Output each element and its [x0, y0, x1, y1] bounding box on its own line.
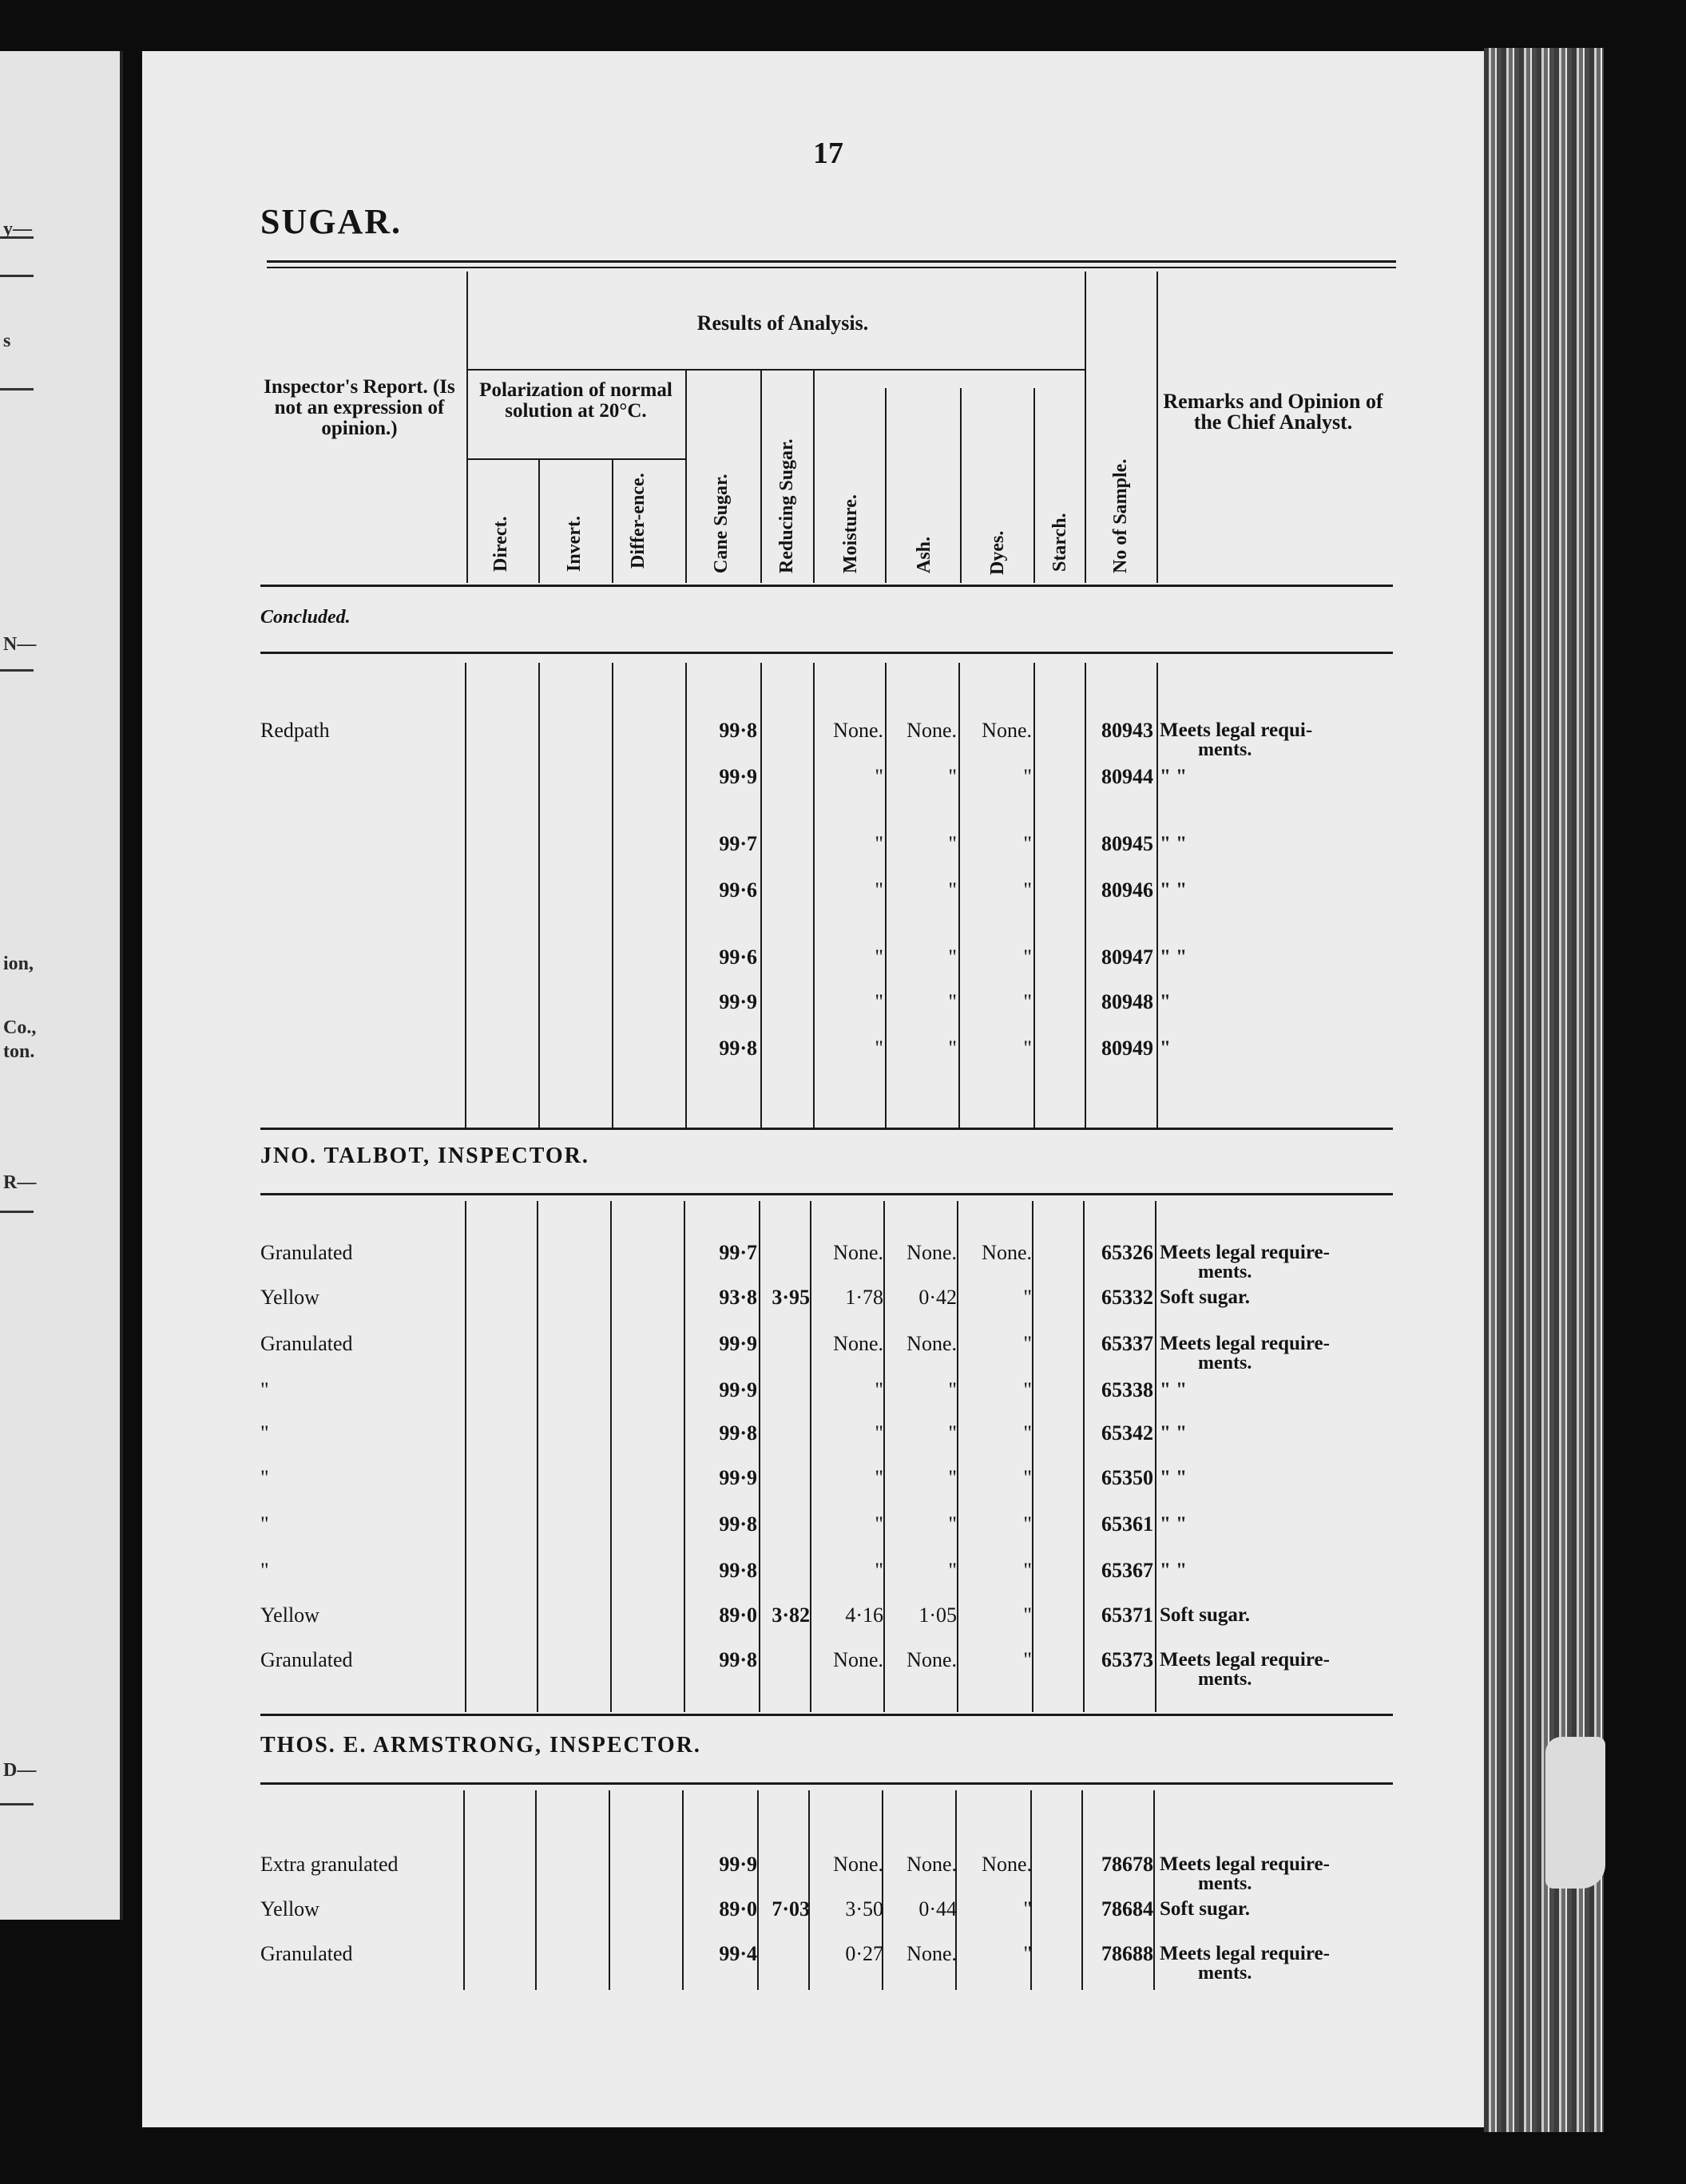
reducing-sugar-cell: 7·03 — [772, 1897, 810, 1920]
col-border — [612, 458, 613, 583]
dyes-cell: " — [1023, 1421, 1032, 1445]
header-moisture: Moisture. — [840, 494, 861, 573]
dyes-cell: " — [1023, 1942, 1032, 1965]
cane-sugar-cell: 89·0 — [719, 1603, 757, 1627]
sample-number-cell: 78684 — [1101, 1897, 1153, 1920]
report-cell: " — [260, 1421, 269, 1445]
sample-number-cell: 80948 — [1101, 990, 1153, 1013]
sample-number-cell: 65361 — [1101, 1512, 1153, 1536]
ash-cell: None. — [906, 1648, 957, 1671]
remark-cell: Meets legal require- — [1160, 1943, 1330, 1964]
remark-cell: " " — [1160, 879, 1188, 901]
moisture-cell: " — [875, 1559, 883, 1582]
sample-number-cell: 78688 — [1101, 1942, 1153, 1965]
col-border — [1085, 272, 1086, 583]
sample-number-cell: 65332 — [1101, 1286, 1153, 1309]
left-rule — [0, 388, 34, 390]
col-border — [1081, 1790, 1083, 1990]
report-cell: " — [260, 1559, 269, 1582]
dyes-cell: " — [1023, 990, 1032, 1013]
remark-cell: Soft sugar. — [1160, 1898, 1250, 1920]
col-border — [538, 663, 540, 1128]
moisture-cell: " — [875, 765, 883, 788]
remark-cell: " — [1160, 991, 1171, 1013]
ash-cell: " — [948, 1559, 957, 1582]
cane-sugar-cell: 99·8 — [719, 1648, 757, 1671]
ash-cell: None. — [906, 1241, 957, 1264]
dyes-cell: " — [1023, 1378, 1032, 1401]
dyes-cell: None. — [982, 1853, 1032, 1876]
moisture-cell: None. — [833, 719, 883, 742]
col-border — [609, 1790, 610, 1990]
section-rule — [260, 1714, 1393, 1716]
reducing-sugar-cell: 3·95 — [772, 1286, 810, 1309]
cane-sugar-cell: 99·9 — [719, 1466, 757, 1489]
section-rule — [260, 1782, 1393, 1785]
dyes-cell: " — [1023, 1286, 1032, 1309]
header-starch: Starch. — [1049, 513, 1070, 572]
dyes-cell: " — [1023, 832, 1032, 855]
dyes-cell: " — [1023, 1332, 1032, 1355]
col-border — [810, 1201, 811, 1712]
left-fragment: y— — [3, 219, 32, 240]
col-border — [538, 458, 540, 583]
report-cell: Yellow — [260, 1286, 319, 1309]
moisture-cell: 4·16 — [845, 1603, 883, 1627]
col-border — [760, 369, 762, 583]
ash-cell: " — [948, 832, 957, 855]
col-border — [465, 663, 466, 1128]
report-cell: Redpath — [260, 719, 330, 742]
cane-sugar-cell: 99·7 — [719, 832, 757, 855]
remark-cell: " " — [1160, 1513, 1188, 1535]
ash-cell: 0·44 — [918, 1897, 957, 1920]
col-border — [957, 1201, 958, 1712]
left-fragment: R— — [3, 1172, 37, 1193]
remark-cell: Soft sugar. — [1160, 1604, 1250, 1626]
left-rule — [0, 1803, 34, 1805]
ash-cell: " — [948, 1466, 957, 1489]
header-reducing-sugar: Reducing Sugar. — [776, 438, 797, 573]
header-difference: Differ-ence. — [628, 473, 649, 569]
moisture-cell: " — [875, 1378, 883, 1401]
dyes-cell: " — [1023, 765, 1032, 788]
moisture-cell: " — [875, 990, 883, 1013]
report-cell: Granulated — [260, 1942, 353, 1965]
report-cell: Granulated — [260, 1648, 353, 1671]
ash-cell: 0·42 — [918, 1286, 957, 1309]
dyes-cell: " — [1023, 1559, 1032, 1582]
binding-tear — [1545, 1737, 1605, 1889]
col-border — [612, 663, 613, 1128]
col-border — [1156, 272, 1158, 583]
ash-cell: " — [948, 945, 957, 969]
col-border — [813, 369, 815, 583]
header-dyes: Dyes. — [987, 530, 1008, 575]
moisture-cell: 0·27 — [845, 1942, 883, 1965]
cane-sugar-cell: 99·9 — [719, 1332, 757, 1355]
header-bottom-rule — [260, 585, 1393, 587]
section-rule — [260, 652, 1393, 654]
remark-cell: " " — [1160, 1560, 1188, 1581]
ash-cell: None. — [906, 1942, 957, 1965]
header-invert: Invert. — [564, 516, 585, 572]
remark-cont-cell: ments. — [1198, 1963, 1252, 1984]
col-border — [463, 1790, 465, 1990]
cane-sugar-cell: 99·7 — [719, 1241, 757, 1264]
col-border — [885, 388, 887, 583]
sample-number-cell: 80946 — [1101, 878, 1153, 902]
col-border — [684, 1201, 685, 1712]
section-heading-talbot: JNO. TALBOT, INSPECTOR. — [260, 1144, 589, 1168]
report-cell: Yellow — [260, 1897, 319, 1920]
sample-number-cell: 65371 — [1101, 1603, 1153, 1627]
remark-cont-cell: ments. — [1198, 739, 1252, 760]
left-fragment: Co., — [3, 1017, 37, 1038]
moisture-cell: None. — [833, 1853, 883, 1876]
sample-number-cell: 65373 — [1101, 1648, 1153, 1671]
col-border — [759, 1201, 760, 1712]
sample-number-cell: 80947 — [1101, 945, 1153, 969]
moisture-cell: 1·78 — [845, 1286, 883, 1309]
cane-sugar-cell: 99·8 — [719, 1037, 757, 1060]
header-cane-sugar: Cane Sugar. — [711, 474, 732, 573]
moisture-cell: " — [875, 1421, 883, 1445]
col-border — [466, 272, 468, 583]
col-border — [1083, 1201, 1085, 1712]
remark-cell: " " — [1160, 1467, 1188, 1488]
left-fragment: ton. — [3, 1041, 35, 1062]
dyes-cell: None. — [982, 719, 1032, 742]
remark-cont-cell: ments. — [1198, 1873, 1252, 1894]
ash-cell: " — [948, 1421, 957, 1445]
remark-cell: " " — [1160, 833, 1188, 854]
ash-cell: " — [948, 990, 957, 1013]
col-border — [1033, 663, 1035, 1128]
remark-cell: " — [1160, 1037, 1171, 1059]
cane-sugar-cell: 93·8 — [719, 1286, 757, 1309]
ash-cell: None. — [906, 1853, 957, 1876]
sample-number-cell: 80945 — [1101, 832, 1153, 855]
remark-cell: Meets legal require- — [1160, 1333, 1330, 1354]
results-rule — [466, 369, 1085, 371]
section-rule — [260, 1128, 1393, 1130]
moisture-cell: " — [875, 878, 883, 902]
remark-cell: " " — [1160, 946, 1188, 968]
moisture-cell: " — [875, 1466, 883, 1489]
remark-cont-cell: ments. — [1198, 1262, 1252, 1282]
left-rule — [0, 1211, 34, 1213]
left-fragment: s — [3, 331, 11, 351]
cane-sugar-cell: 99·8 — [719, 1421, 757, 1445]
header-remarks: Remarks and Opinion of the Chief Analyst. — [1163, 390, 1383, 434]
sample-number-cell: 80949 — [1101, 1037, 1153, 1060]
col-border — [685, 369, 687, 583]
cane-sugar-cell: 99·9 — [719, 1853, 757, 1876]
sample-number-cell: 80943 — [1101, 719, 1153, 742]
report-cell: " — [260, 1466, 269, 1489]
ash-cell: " — [948, 1037, 957, 1060]
cane-sugar-cell: 99·6 — [719, 878, 757, 902]
ash-cell: " — [948, 765, 957, 788]
left-page-edge — [0, 51, 123, 1920]
dyes-cell: None. — [982, 1241, 1032, 1264]
ash-cell: None. — [906, 719, 957, 742]
report-cell: Yellow — [260, 1603, 319, 1627]
sample-number-cell: 65350 — [1101, 1466, 1153, 1489]
sample-number-cell: 65367 — [1101, 1559, 1153, 1582]
col-border — [1033, 388, 1035, 583]
page-number: 17 — [813, 137, 843, 170]
header-ash: Ash. — [914, 536, 934, 573]
sample-number-cell: 80944 — [1101, 765, 1153, 788]
moisture-cell: " — [875, 1037, 883, 1060]
moisture-cell: None. — [833, 1648, 883, 1671]
header-top-rule — [267, 260, 1396, 263]
remark-cell: Meets legal require- — [1160, 1649, 1330, 1671]
remark-cell: " " — [1160, 1379, 1188, 1401]
dyes-cell: " — [1023, 1648, 1032, 1671]
col-border — [535, 1790, 537, 1990]
reducing-sugar-cell: 3·82 — [772, 1603, 810, 1627]
header-polarization: Polarization of normal solution at 20°C. — [479, 379, 672, 422]
ash-cell: None. — [906, 1332, 957, 1355]
ash-cell: 1·05 — [918, 1603, 957, 1627]
cane-sugar-cell: 99·4 — [719, 1942, 757, 1965]
header-top-rule — [267, 267, 1396, 268]
col-border — [960, 388, 962, 583]
cane-sugar-cell: 99·9 — [719, 1378, 757, 1401]
report-cell: Granulated — [260, 1332, 353, 1355]
header-results: Results of Analysis. — [696, 311, 869, 335]
ash-cell: " — [948, 1378, 957, 1401]
col-border — [610, 1201, 612, 1712]
moisture-cell: " — [875, 945, 883, 969]
col-border — [883, 1201, 885, 1712]
remark-cell: Meets legal require- — [1160, 1242, 1330, 1263]
moisture-cell: None. — [833, 1332, 883, 1355]
ash-cell: " — [948, 1512, 957, 1536]
moisture-cell: 3·50 — [845, 1897, 883, 1920]
col-border — [682, 1790, 684, 1990]
left-rule — [0, 275, 34, 277]
left-rule — [0, 669, 34, 672]
dyes-cell: " — [1023, 878, 1032, 902]
header-direct: Direct. — [490, 516, 511, 572]
moisture-cell: " — [875, 1512, 883, 1536]
cane-sugar-cell: 99·9 — [719, 990, 757, 1013]
cane-sugar-cell: 89·0 — [719, 1897, 757, 1920]
polarization-rule — [466, 458, 685, 460]
page-title: SUGAR. — [260, 202, 403, 241]
col-border — [1156, 663, 1158, 1128]
cane-sugar-cell: 99·8 — [719, 1559, 757, 1582]
col-border — [760, 663, 762, 1128]
left-fragment: ion, — [3, 953, 34, 974]
header-inspector-report: Inspector's Report. (Is not an expression of opinion.) — [264, 376, 455, 439]
sample-number-cell: 65342 — [1101, 1421, 1153, 1445]
dyes-cell: " — [1023, 1603, 1032, 1627]
remark-cell: " " — [1160, 766, 1188, 787]
dyes-cell: " — [1023, 1512, 1032, 1536]
left-fragment: D— — [3, 1760, 37, 1781]
concluded-label: Concluded. — [260, 607, 351, 628]
remark-cell: " " — [1160, 1422, 1188, 1444]
section-heading-armstrong: THOS. E. ARMSTRONG, INSPECTOR. — [260, 1733, 701, 1758]
remark-cont-cell: ments. — [1198, 1669, 1252, 1690]
ash-cell: " — [948, 878, 957, 902]
header-no-sample: No of Sample. — [1110, 458, 1131, 573]
dyes-cell: " — [1023, 1037, 1032, 1060]
moisture-cell: None. — [833, 1241, 883, 1264]
col-border — [757, 1790, 759, 1990]
moisture-cell: " — [875, 832, 883, 855]
section-rule — [260, 1193, 1393, 1195]
col-border — [1153, 1790, 1155, 1990]
col-border — [537, 1201, 538, 1712]
dyes-cell: " — [1023, 1897, 1032, 1920]
report-cell: Granulated — [260, 1241, 353, 1264]
sample-number-cell: 65326 — [1101, 1241, 1153, 1264]
left-fragment: N— — [3, 634, 37, 655]
cane-sugar-cell: 99·9 — [719, 765, 757, 788]
cane-sugar-cell: 99·8 — [719, 719, 757, 742]
cane-sugar-cell: 99·6 — [719, 945, 757, 969]
col-border — [465, 1201, 466, 1712]
sample-number-cell: 78678 — [1101, 1853, 1153, 1876]
sample-number-cell: 65338 — [1101, 1378, 1153, 1401]
report-cell: Extra granulated — [260, 1853, 399, 1876]
remark-cell: Soft sugar. — [1160, 1286, 1250, 1308]
dyes-cell: " — [1023, 1466, 1032, 1489]
remark-cell: Meets legal require- — [1160, 1853, 1330, 1875]
remark-cont-cell: ments. — [1198, 1353, 1252, 1373]
remark-cell: Meets legal requi- — [1160, 719, 1313, 741]
cane-sugar-cell: 99·8 — [719, 1512, 757, 1536]
col-border — [808, 1790, 810, 1990]
report-cell: " — [260, 1378, 269, 1401]
col-border — [1032, 1201, 1033, 1712]
report-cell: " — [260, 1512, 269, 1536]
dyes-cell: " — [1023, 945, 1032, 969]
col-border — [1155, 1201, 1156, 1712]
sample-number-cell: 65337 — [1101, 1332, 1153, 1355]
